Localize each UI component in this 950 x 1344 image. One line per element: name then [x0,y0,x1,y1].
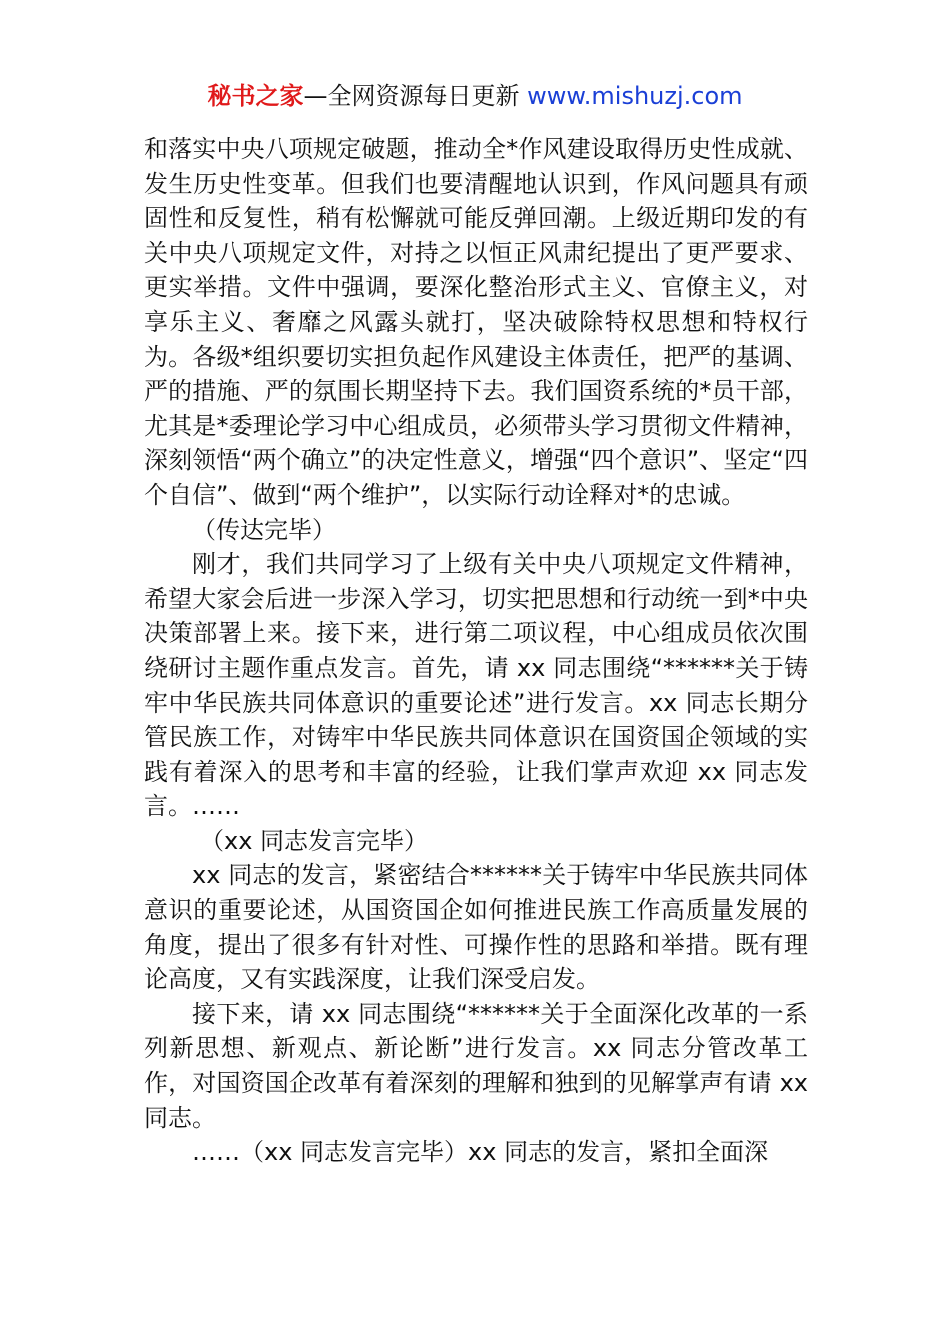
paragraph-1: 和落实中央八项规定破题，推动全*作风建设取得历史性成就、发生历史性变革。但我们也要清醒地认识到，作风问题具有顽固性和反复性，稍有松懈就可能反弹回潮。上级近期印发的有关中央八项规定文件，对持之以恒正风肃纪提出了更严要求、更实举措。文件中强调，要深化整治形式主义、官僚主义，对享乐主义、奢靡之风露头就打，坚决破除特权思想和特权行为。各级*组织要切实担负起作风建设主体责任，把严的基调、严的措施、严的氛围长期坚持下去。我们国资系统的*员干部，尤其是*委理论学习中心组成员，必须带头学习贯彻文件精神，深刻领悟“两个确立”的决定性意义，增强“四个意识”、坚定“四个自信”、做到“两个维护”，以实际行动诠释对*的忠诚。 [144,135,808,509]
paragraph-5: xx 同志的发言，紧密结合******关于铸牢中华民族共同体意识的重要论述，从国资国企如何推进民族工作高质量发展的角度，提出了很多有针对性、可操作性的思路和举措。既有理论高度，又有实践深度，让我们深受启发。 [144,861,808,994]
document-body [144,132,808,1170]
site-tagline: —全网资源每日更新 [303,82,520,110]
site-brand: 秘书之家 [207,82,304,110]
paragraph-6: 接下来，请 xx 同志围绕“******关于全面深化改革的一系列新思想、新观点、新论断”进行发言。xx 同志分管改革工作，对国资国企改革有着深刻的理解和独到的见解掌声有请 xx 同志。 [144,999,808,1132]
paragraph-7: ……（xx 同志发言完毕）xx 同志的发言，紧扣全面深 [192,1138,769,1167]
paragraph-2: （传达完毕） [192,515,336,544]
site-url[interactable]: www.mishuzj.com [527,82,743,110]
paragraph-3: 刚才，我们共同学习了上级有关中央八项规定文件精神，希望大家会后进一步深入学习，切实把思想和行动统一到*中央决策部署上来。接下来，进行第二项议程，中心组成员依次围绕研讨主题作重点发言。首先，请 xx 同志围绕“******关于铸牢中华民族共同体意识的重要论述”进行发言。xx 同志长期分管民族工作，对铸牢中华民族共同体意识在国资国企领域的实践有着深入的思考和丰富的经验，让我们掌声欢迎 xx 同志发言。…… [144,550,808,821]
paragraph-4: （xx 同志发言完毕） [200,826,429,855]
site-header [0,80,950,112]
